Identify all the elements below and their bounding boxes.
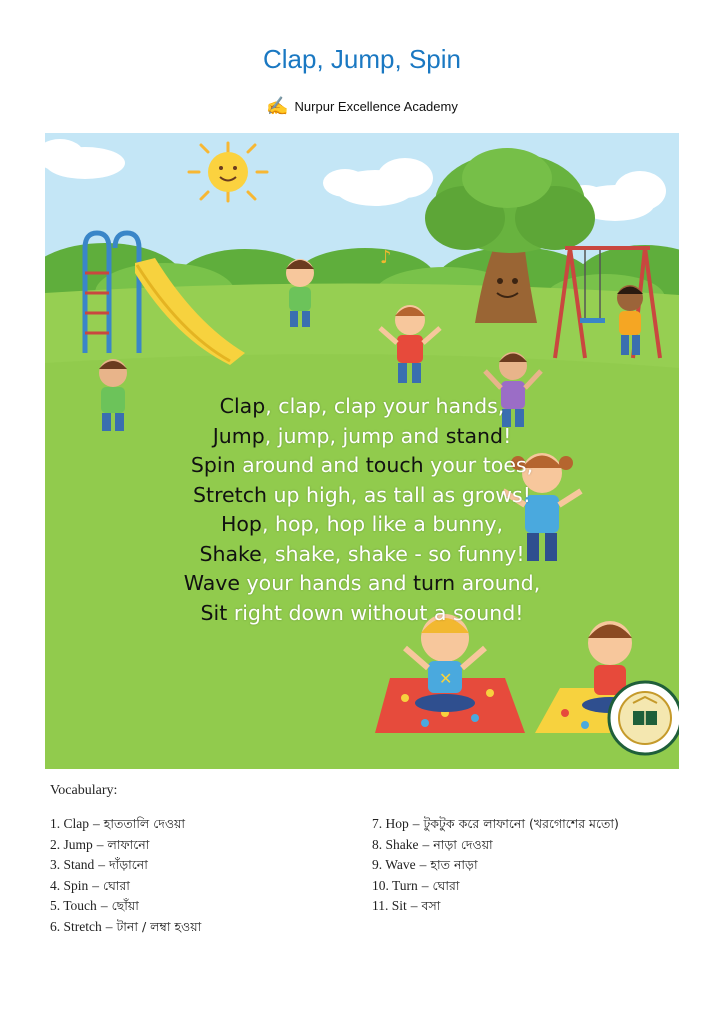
poem-text: , jump, jump and xyxy=(264,423,446,448)
dash-separator: – xyxy=(93,816,100,831)
brand-name: Nurpur Excellence Academy xyxy=(294,98,458,114)
action-word: Shake xyxy=(199,541,262,566)
dash-separator: – xyxy=(105,918,113,934)
dash-separator: – xyxy=(96,836,104,852)
dash-separator: – xyxy=(100,898,108,914)
vocabulary-term: 2. Jump xyxy=(50,836,93,852)
poem-line xyxy=(45,599,679,629)
vocabulary-item xyxy=(50,857,201,878)
vocabulary-item xyxy=(50,919,201,940)
vocabulary-term: 10. Turn xyxy=(372,877,418,893)
action-word: Spin xyxy=(190,453,236,477)
vocabulary-item xyxy=(372,837,619,858)
dash-separator: – xyxy=(410,898,418,914)
poem-text: ! xyxy=(503,423,512,448)
vocabulary-translation: টুকটুক করে লাফানো (খরগোশের মতো) xyxy=(423,816,619,831)
poem-line xyxy=(45,422,679,452)
dash-separator: – xyxy=(412,816,420,831)
vocabulary-term: 5. Touch xyxy=(50,898,97,914)
vocabulary-term: 1. Clap xyxy=(50,816,89,831)
poem-text: around, xyxy=(455,571,541,595)
vocabulary-translation: হাত নাড়া xyxy=(430,857,478,873)
page-title: Clap, Jump, Spin xyxy=(263,44,461,74)
poem-text: your toes, xyxy=(423,453,534,477)
poem-text: your hands and xyxy=(240,571,413,595)
poem-line xyxy=(45,569,679,599)
vocabulary-translation: দাঁড়ানো xyxy=(109,857,148,873)
action-word: Jump xyxy=(212,423,265,448)
vocabulary-item xyxy=(50,837,201,858)
vocabulary-item xyxy=(372,857,619,878)
poem-text: right down without a sound! xyxy=(227,600,524,625)
poem-line xyxy=(45,540,679,570)
vocabulary-translation: ঘোরা xyxy=(432,877,460,893)
poem-text: , clap, clap your hands, xyxy=(265,394,505,418)
vocabulary-item xyxy=(372,816,619,837)
poem-text: , shake, shake - so funny! xyxy=(261,541,525,566)
action-word: Stretch xyxy=(193,482,267,507)
vocabulary-item xyxy=(50,898,201,919)
vocabulary-term: 7. Hop xyxy=(372,816,409,831)
vocabulary-list-right xyxy=(372,816,619,919)
svg-text:✕: ✕ xyxy=(439,669,453,688)
vocabulary-heading: Vocabulary: xyxy=(50,783,118,798)
action-word: touch xyxy=(365,453,424,477)
vocabulary-translation: বসা xyxy=(421,898,441,914)
vocabulary-term: 6. Stretch xyxy=(50,918,102,934)
vocabulary-item xyxy=(372,878,619,899)
vocabulary-term: 8. Shake xyxy=(372,836,419,852)
vocabulary-term: 11. Sit xyxy=(372,898,407,914)
vocabulary-term: 9. Wave xyxy=(372,857,416,873)
pen-icon: ✍ xyxy=(266,96,289,116)
poem-text: around and xyxy=(235,453,366,477)
dash-separator: – xyxy=(92,877,100,893)
poem-line xyxy=(45,451,679,481)
academy-badge-logo xyxy=(609,682,679,754)
action-word: Sit xyxy=(200,600,228,625)
action-word: stand xyxy=(445,423,504,448)
poem-line xyxy=(45,510,679,540)
poem-line xyxy=(45,392,679,422)
vocabulary-translation: ঘোরা xyxy=(103,877,130,893)
dash-separator: – xyxy=(419,857,427,873)
vocabulary-list-left xyxy=(50,816,201,940)
vocabulary-term: 3. Stand xyxy=(50,857,95,873)
brand-line xyxy=(0,97,724,115)
poem-text: , hop, hop like a bunny, xyxy=(261,512,504,536)
action-word: turn xyxy=(413,571,456,595)
dash-separator: – xyxy=(422,836,430,852)
poem xyxy=(45,392,679,628)
vocabulary-translation: হাততালি দেওয়া xyxy=(103,816,186,831)
dash-separator: – xyxy=(421,877,429,893)
vocabulary-item xyxy=(50,816,201,837)
action-word: Wave xyxy=(183,571,241,595)
vocabulary-item xyxy=(372,898,619,919)
vocabulary-translation: লাফানো xyxy=(107,836,150,852)
vocabulary-translation: নাড়া দেওয়া xyxy=(433,836,493,852)
action-word: Hop xyxy=(220,512,262,536)
poem-text: up high, as tall as grows! xyxy=(266,482,531,507)
svg-text:♪: ♪ xyxy=(380,247,392,268)
vocabulary-translation: টানা / লম্বা হওয়া xyxy=(116,918,202,934)
action-word: Clap xyxy=(219,394,266,418)
vocabulary-translation: ছোঁয়া xyxy=(111,898,139,914)
vocabulary-item xyxy=(50,878,201,899)
poem-line xyxy=(45,481,679,511)
vocabulary-term: 4. Spin xyxy=(50,877,89,893)
dash-separator: – xyxy=(98,857,106,873)
